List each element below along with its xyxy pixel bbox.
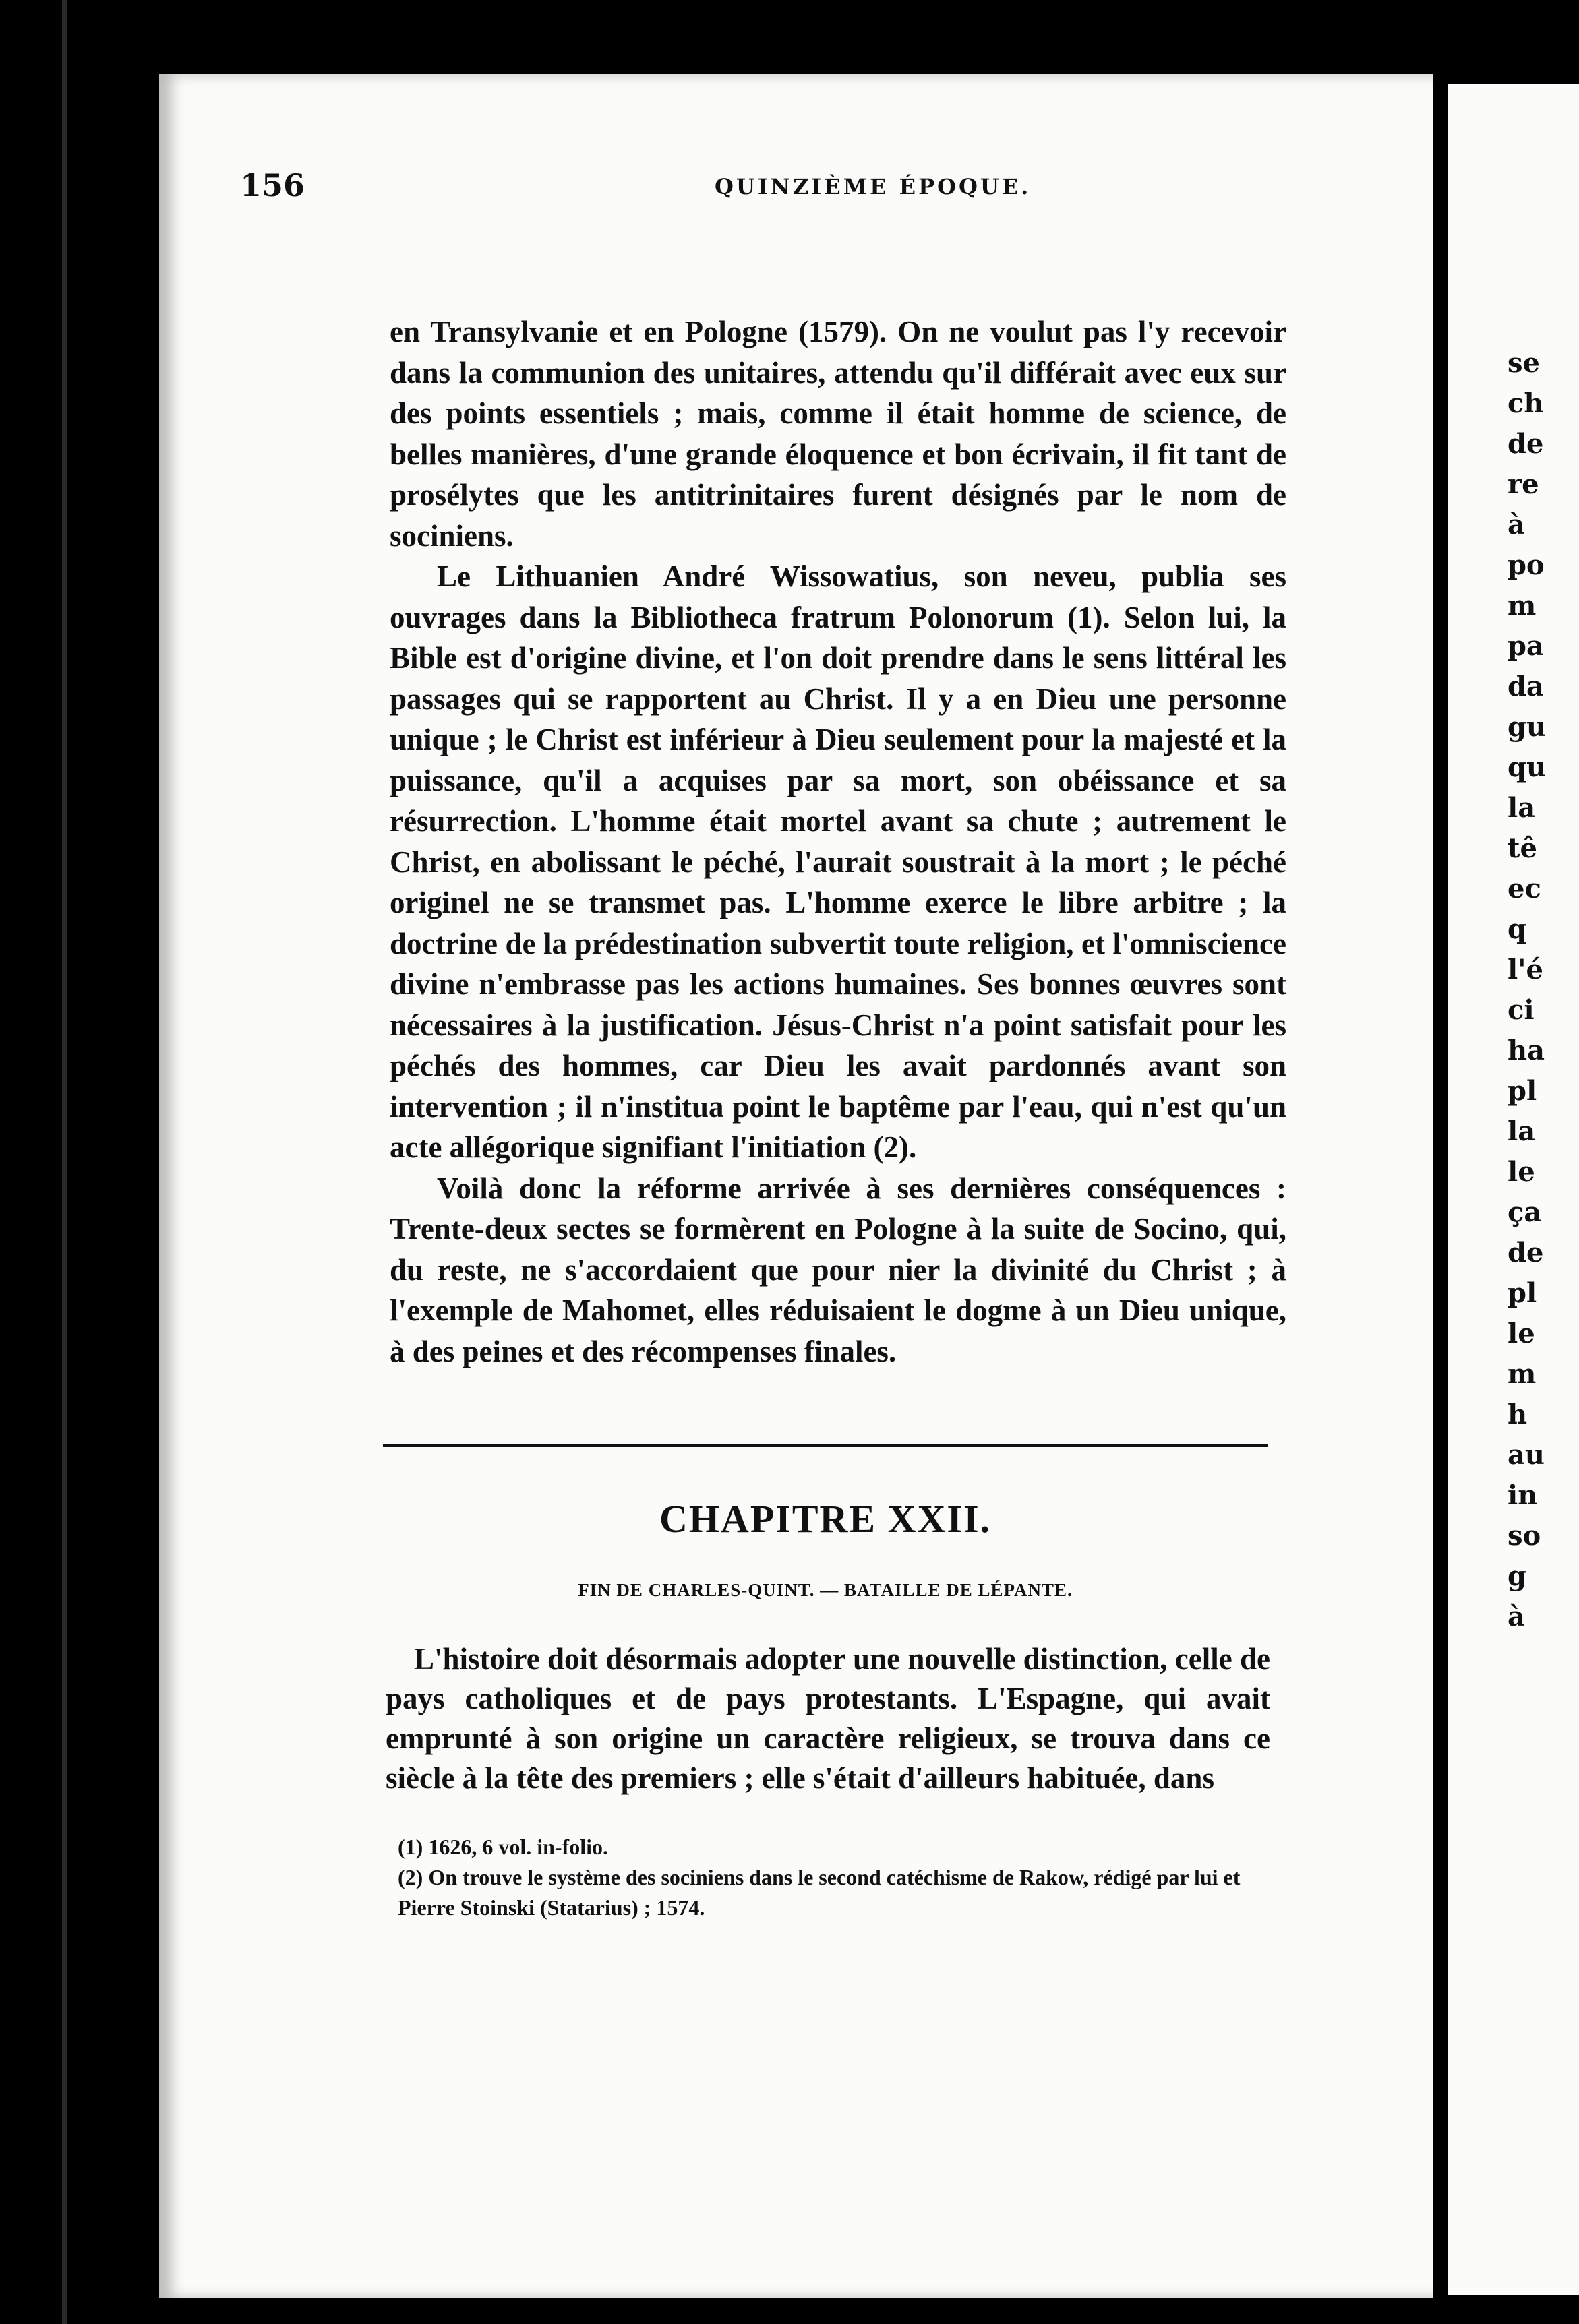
- page-header: [0, 167, 1579, 208]
- running-head: QUINZIÈME ÉPOQUE.: [715, 174, 1032, 200]
- adjacent-page-fragment: à: [1508, 1601, 1525, 1632]
- adjacent-page-fragment: ça: [1508, 1196, 1542, 1228]
- adjacent-page-fragment: ci: [1508, 994, 1535, 1026]
- adjacent-page-fragment: la: [1508, 1115, 1536, 1147]
- adjacent-page-fragment: le: [1508, 1156, 1535, 1188]
- adjacent-page-fragment: re: [1508, 468, 1539, 500]
- chapter-subtitle: FIN DE CHARLES-QUINT. — BATAILLE DE LÉPANTE.: [578, 1580, 1073, 1600]
- footnotes: [398, 1832, 1268, 1923]
- body-text: [390, 311, 1286, 1372]
- adjacent-page-fragment: in: [1508, 1479, 1538, 1511]
- paragraph: Voilà donc la réforme arrivée à ses dernières conséquences : Trente-deux sectes se formèrent en Pologne à la suite de Socino, qui, du reste, ne s'accordaient que pour nier la divinité du Christ ; à l'exemple de Mahomet, elles réduisaient le dogme à un Dieu unique, à des peines et des récompenses finales.: [390, 1171, 1286, 1368]
- page-number: 156: [240, 167, 305, 204]
- adjacent-page-fragment: pl: [1508, 1277, 1537, 1309]
- adjacent-page-fragment: m: [1508, 1358, 1537, 1390]
- adjacent-page-fragment: ch: [1508, 388, 1544, 419]
- adjacent-page-fragment: gu: [1508, 711, 1547, 743]
- scan-border: [62, 0, 67, 2324]
- footnote: (1) 1626, 6 vol. in-folio.: [398, 1835, 608, 1859]
- adjacent-page-fragment: so: [1508, 1520, 1541, 1552]
- adjacent-page-edge: [1448, 84, 1579, 2295]
- paragraph: Le Lithuanien André Wissowatius, son neveu, publia ses ouvrages dans la Bibliotheca fratrum Polonorum (1). Selon lui, la Bible est d'origine divine, et l'on doit prendre dans le sens littéral les passages qui se rapportent au Christ. Il y a en Dieu une personne unique ; le Christ est inférieur à Dieu seulement pour la majesté et la puissance, qu'il a acquises par sa mort, son obéissance et sa résurrection. L'homme était mortel avant sa chute ; autrement le Christ, en abolissant le péché, l'aurait soustrait à la mort ; le péché originel ne se transmet pas. L'homme exerce le libre arbitre ; la doctrine de la prédestination subvertit toute religion, et l'omniscience divine n'embrasse pas les actions humaines. Ses bonnes œuvres sont nécessaires à la justification. Jésus-Christ n'a point satisfait pour les péchés des hommes, car Dieu les avait pardonnés avant son intervention ; il n'institua point le baptême par l'eau, qui n'est qu'un acte allégorique signifiant l'initiation (2).: [390, 559, 1286, 1164]
- adjacent-page-fragment: de: [1508, 1237, 1544, 1268]
- adjacent-page-fragment: ha: [1508, 1035, 1545, 1066]
- adjacent-page-fragment: pl: [1508, 1075, 1537, 1107]
- adjacent-page-fragment: l'é: [1508, 954, 1543, 985]
- adjacent-page-fragment: pa: [1508, 630, 1544, 662]
- adjacent-page-fragment: h: [1508, 1399, 1528, 1430]
- paragraph: L'histoire doit désormais adopter une nouvelle distinction, celle de pays catholiques et de pays protestants. L'Espagne, qui avait emprunté à son origine un caractère religieux, se trouva dans ce siècle à la tête des premiers ; elle s'était d'ailleurs habituée, dans: [386, 1642, 1270, 1795]
- adjacent-page-fragment: po: [1508, 549, 1545, 581]
- adjacent-page-fragment: da: [1508, 671, 1544, 702]
- chapter-title: CHAPITRE XXII.: [659, 1497, 992, 1541]
- adjacent-page-fragment: m: [1508, 590, 1537, 621]
- adjacent-page-fragment: tê: [1508, 832, 1537, 864]
- adjacent-page-fragment: de: [1508, 428, 1544, 460]
- adjacent-page-fragment: qu: [1508, 752, 1547, 783]
- paragraph: en Transylvanie et en Pologne (1579). On ne voulut pas l'y recevoir dans la communion des unitaires, attendu qu'il différait avec eux sur des points essentiels ; mais, comme il était homme de science, de belles manières, d'une grande éloquence et bon écrivain, il fit tant de prosélytes que les antitrinitaires furent désignés par le nom de sociniens.: [390, 315, 1286, 553]
- adjacent-page-fragment: la: [1508, 792, 1536, 824]
- chapter-text: [386, 1639, 1270, 1798]
- adjacent-page-fragment: à: [1508, 509, 1525, 541]
- footnote: (2) On trouve le système des sociniens dans le second catéchisme de Rakow, rédigé par lui et Pierre Stoinski (Statarius) ; 1574.: [398, 1865, 1241, 1920]
- adjacent-page-fragment: au: [1508, 1439, 1545, 1471]
- adjacent-page-fragment: se: [1508, 347, 1540, 379]
- adjacent-page-fragment: le: [1508, 1318, 1535, 1349]
- adjacent-page-fragment: ec: [1508, 873, 1541, 905]
- adjacent-page-fragment: q: [1508, 913, 1526, 945]
- adjacent-page-fragment: g: [1508, 1560, 1526, 1592]
- section-divider: [383, 1444, 1268, 1447]
